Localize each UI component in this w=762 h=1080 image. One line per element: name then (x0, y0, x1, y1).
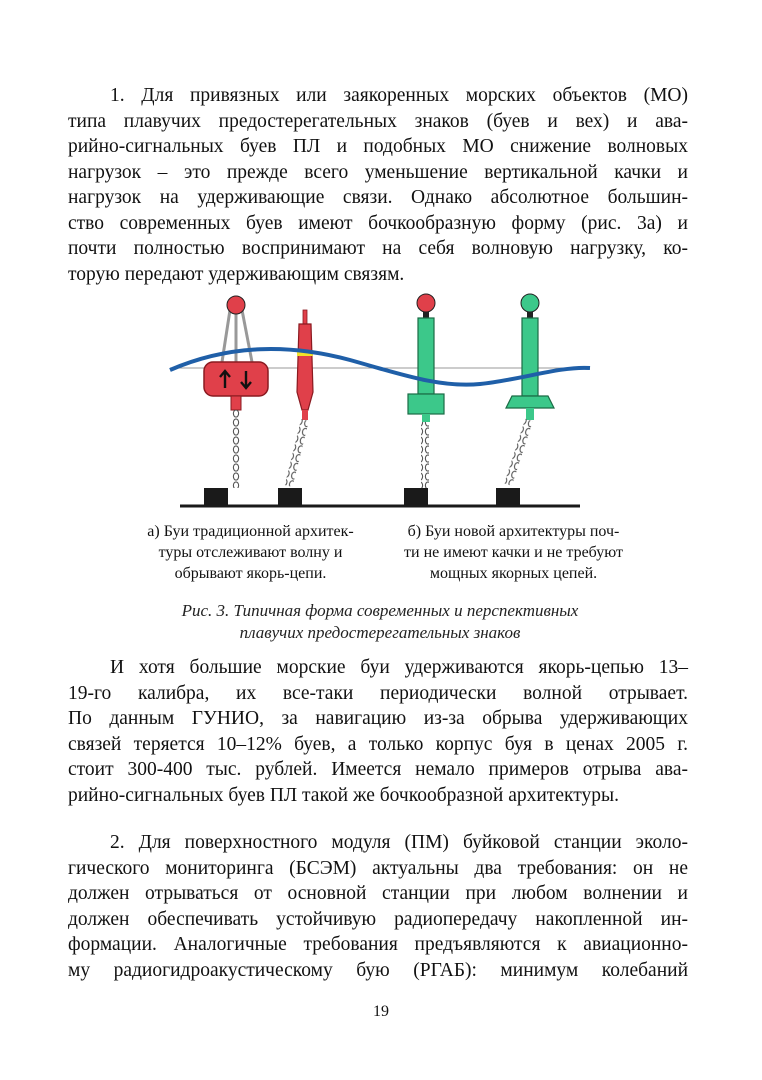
p3-line: гического мониторинга (БСЭМ) актуальны два требования: он не (68, 857, 688, 879)
paragraph-2 (68, 655, 688, 808)
p3-line: 2. Для поверхностного модуля (ПМ) буйковой станции эколо- (110, 832, 688, 853)
spar-buoy-icon (278, 310, 313, 506)
p1-line: типа плавучих предостерегательных знаков (буев и вех) и ава- (68, 110, 688, 132)
paragraph-1 (68, 83, 688, 287)
caption-b-line: б) Буи новой архитектуры поч- (407, 523, 620, 540)
p1-line: почти полностью воспринимают на себя волновую нагрузку, ко- (68, 238, 688, 259)
p2-line: 19-го калибра, их все-таки периодически волной отрывает. (68, 682, 688, 704)
figure-caption-a (128, 521, 373, 584)
caption-b-line: мощных якорных цепей. (429, 565, 598, 582)
p2-line: стоит 300-400 тыс. рублей. Имеется немало примеров отрыва ава- (68, 759, 688, 780)
p2-line: рийно-сигнальных буев ПЛ такой же бочкообразной архитектуры. (68, 784, 619, 806)
p2-line: связей теряется 10–12% буев, а только корпус буя в ценах 2005 г. (68, 733, 688, 755)
p2-line: По данным ГУНИО, за навигацию из-за обрыва удерживающих (68, 708, 688, 729)
caption-a-line: обрывают якорь-цепи. (174, 565, 327, 582)
p1-line: 1. Для привязных или заякоренных морских объектов (МО) (110, 85, 688, 106)
p3-line: му радиогидроакустическому бую (РГАБ): минимум колебаний (68, 959, 688, 981)
barrel-buoy-icon (204, 296, 268, 506)
caption-b-line: ти не имеют качки и не требуют (404, 544, 623, 561)
page-number: 19 (373, 1003, 389, 1020)
p3-line: формации. Аналогичные требования предъявляются к авиационно- (68, 934, 688, 955)
buoy-figure (160, 292, 600, 512)
p1-line: торую передают удерживающим связям. (68, 263, 405, 285)
new-buoy-green-light-icon (496, 294, 554, 506)
p1-line: рийно-сигнальных буев ПЛ и подобных МО снижение волновых (68, 136, 688, 157)
p3-line: должен отрываться от основной станции при любом волнении и (68, 883, 688, 904)
p3-line: должен обеспечивать устойчивую радиопередачу накопленной ин- (68, 908, 688, 930)
p2-line: И хотя большие морские буи удерживаются якорь-цепью 13– (110, 657, 688, 678)
figure-title-line: Рис. 3. Типичная форма современных и перспективных (181, 601, 579, 620)
figure-title (80, 600, 680, 644)
figure-caption-b (386, 521, 641, 584)
caption-a-line: туры отслеживают волну и (158, 544, 343, 561)
p1-line: ство современных буев имеют бочкообразную форму (рис. 3а) и (68, 212, 688, 234)
new-buoy-red-light-icon (404, 294, 444, 506)
p1-line: нагрузок на удерживающие связи. Однако абсолютное большин- (68, 187, 688, 208)
caption-a-line: а) Буи традиционной архитек- (147, 523, 354, 540)
paragraph-3 (68, 830, 688, 983)
figure-title-line: плавучих предостерегательных знаков (239, 623, 521, 642)
p1-line: нагрузок – это прежде всего уменьшение вертикальной качки и (68, 161, 688, 183)
